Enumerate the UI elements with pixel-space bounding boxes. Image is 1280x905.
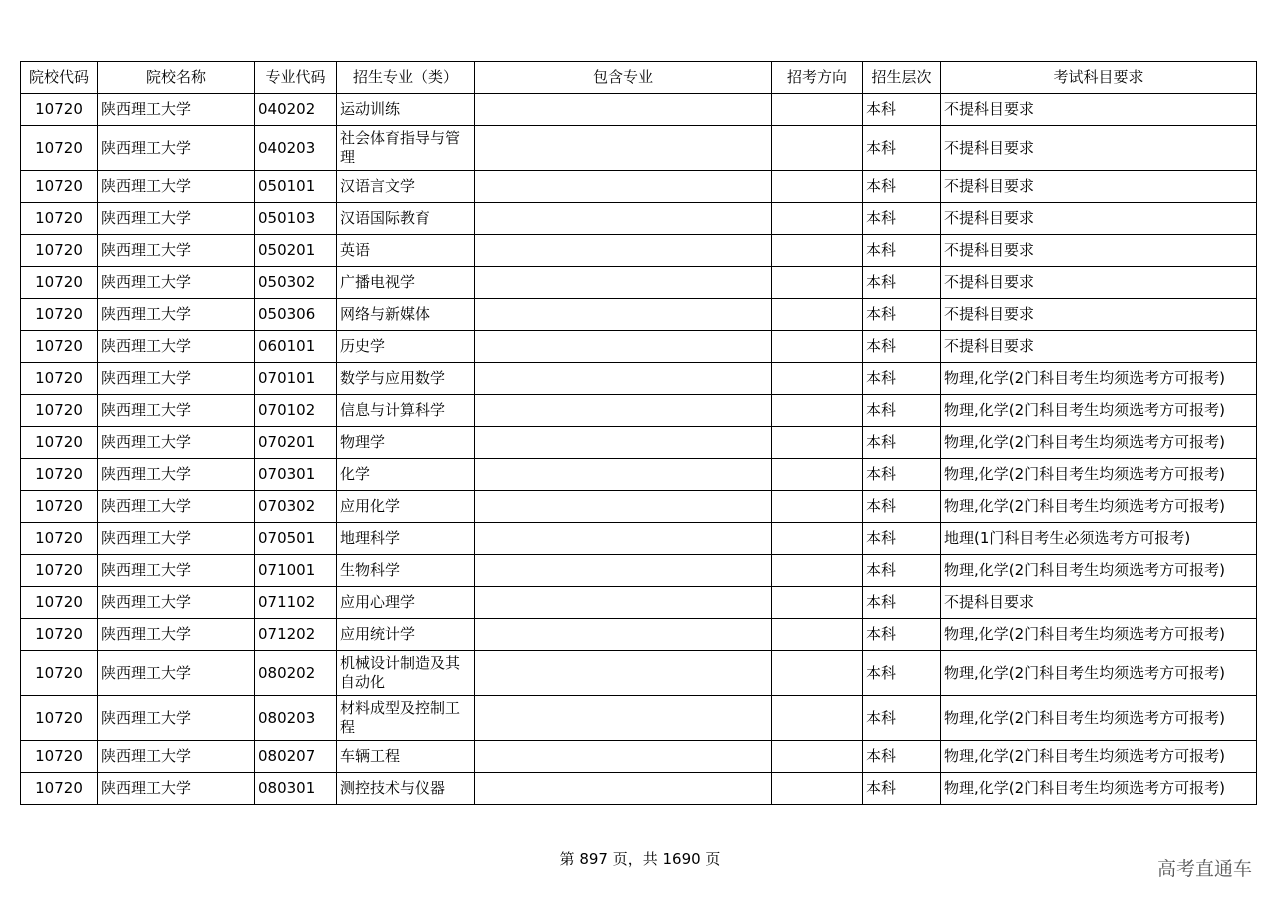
cell-direction bbox=[772, 331, 863, 363]
cell-major: 测控技术与仪器 bbox=[337, 773, 475, 805]
cell-major-code: 070301 bbox=[255, 459, 337, 491]
cell-requirement: 物理,化学(2门科目考生均须选考方可报考) bbox=[941, 619, 1257, 651]
cell-school-code: 10720 bbox=[21, 619, 98, 651]
cell-school-code: 10720 bbox=[21, 126, 98, 171]
cell-major: 汉语言文学 bbox=[337, 171, 475, 203]
cell-includes bbox=[475, 696, 772, 741]
cell-requirement: 物理,化学(2门科目考生均须选考方可报考) bbox=[941, 459, 1257, 491]
cell-requirement: 物理,化学(2门科目考生均须选考方可报考) bbox=[941, 491, 1257, 523]
cell-includes bbox=[475, 741, 772, 773]
cell-direction bbox=[772, 126, 863, 171]
cell-school-code: 10720 bbox=[21, 523, 98, 555]
cell-level: 本科 bbox=[863, 171, 941, 203]
table-row bbox=[21, 267, 1257, 299]
cell-major: 材料成型及控制工程 bbox=[337, 696, 475, 741]
table-row bbox=[21, 171, 1257, 203]
table-row bbox=[21, 203, 1257, 235]
cell-direction bbox=[772, 741, 863, 773]
cell-requirement: 不提科目要求 bbox=[941, 171, 1257, 203]
cell-level: 本科 bbox=[863, 491, 941, 523]
header-direction: 招考方向 bbox=[772, 62, 863, 94]
cell-requirement: 物理,化学(2门科目考生均须选考方可报考) bbox=[941, 651, 1257, 696]
cell-level: 本科 bbox=[863, 299, 941, 331]
cell-school-code: 10720 bbox=[21, 395, 98, 427]
cell-requirement: 不提科目要求 bbox=[941, 94, 1257, 126]
cell-requirement: 物理,化学(2门科目考生均须选考方可报考) bbox=[941, 773, 1257, 805]
cell-includes bbox=[475, 619, 772, 651]
cell-direction bbox=[772, 587, 863, 619]
cell-school-name: 陕西理工大学 bbox=[98, 331, 255, 363]
cell-direction bbox=[772, 523, 863, 555]
table-row bbox=[21, 427, 1257, 459]
cell-major: 物理学 bbox=[337, 427, 475, 459]
cell-requirement: 不提科目要求 bbox=[941, 299, 1257, 331]
admissions-table bbox=[20, 61, 1257, 805]
table-row bbox=[21, 491, 1257, 523]
cell-direction bbox=[772, 395, 863, 427]
cell-major-code: 070102 bbox=[255, 395, 337, 427]
cell-requirement: 物理,化学(2门科目考生均须选考方可报考) bbox=[941, 427, 1257, 459]
cell-school-code: 10720 bbox=[21, 203, 98, 235]
header-row bbox=[21, 62, 1257, 94]
cell-direction bbox=[772, 773, 863, 805]
cell-direction bbox=[772, 94, 863, 126]
cell-school-name: 陕西理工大学 bbox=[98, 741, 255, 773]
cell-level: 本科 bbox=[863, 331, 941, 363]
cell-school-name: 陕西理工大学 bbox=[98, 696, 255, 741]
cell-direction bbox=[772, 171, 863, 203]
cell-level: 本科 bbox=[863, 555, 941, 587]
cell-major: 英语 bbox=[337, 235, 475, 267]
cell-includes bbox=[475, 126, 772, 171]
cell-school-code: 10720 bbox=[21, 363, 98, 395]
cell-includes bbox=[475, 555, 772, 587]
cell-direction bbox=[772, 491, 863, 523]
cell-school-name: 陕西理工大学 bbox=[98, 126, 255, 171]
cell-major-code: 040202 bbox=[255, 94, 337, 126]
cell-school-code: 10720 bbox=[21, 267, 98, 299]
cell-school-name: 陕西理工大学 bbox=[98, 427, 255, 459]
cell-school-name: 陕西理工大学 bbox=[98, 491, 255, 523]
cell-requirement: 物理,化学(2门科目考生均须选考方可报考) bbox=[941, 741, 1257, 773]
cell-level: 本科 bbox=[863, 267, 941, 299]
cell-school-name: 陕西理工大学 bbox=[98, 773, 255, 805]
cell-includes bbox=[475, 395, 772, 427]
cell-major-code: 040203 bbox=[255, 126, 337, 171]
cell-level: 本科 bbox=[863, 523, 941, 555]
cell-major-code: 050101 bbox=[255, 171, 337, 203]
cell-direction bbox=[772, 619, 863, 651]
cell-major: 生物科学 bbox=[337, 555, 475, 587]
cell-major-code: 071102 bbox=[255, 587, 337, 619]
cell-major: 车辆工程 bbox=[337, 741, 475, 773]
cell-school-name: 陕西理工大学 bbox=[98, 523, 255, 555]
cell-school-name: 陕西理工大学 bbox=[98, 459, 255, 491]
cell-includes bbox=[475, 331, 772, 363]
cell-school-name: 陕西理工大学 bbox=[98, 587, 255, 619]
table-row bbox=[21, 741, 1257, 773]
cell-level: 本科 bbox=[863, 126, 941, 171]
cell-major-code: 080203 bbox=[255, 696, 337, 741]
cell-major: 广播电视学 bbox=[337, 267, 475, 299]
table-row bbox=[21, 235, 1257, 267]
cell-direction bbox=[772, 651, 863, 696]
cell-major-code: 070201 bbox=[255, 427, 337, 459]
cell-direction bbox=[772, 427, 863, 459]
cell-includes bbox=[475, 171, 772, 203]
cell-major-code: 071202 bbox=[255, 619, 337, 651]
cell-major: 社会体育指导与管理 bbox=[337, 126, 475, 171]
header-major-code: 专业代码 bbox=[255, 62, 337, 94]
cell-level: 本科 bbox=[863, 773, 941, 805]
cell-school-code: 10720 bbox=[21, 171, 98, 203]
cell-level: 本科 bbox=[863, 363, 941, 395]
cell-school-name: 陕西理工大学 bbox=[98, 395, 255, 427]
cell-level: 本科 bbox=[863, 741, 941, 773]
cell-school-code: 10720 bbox=[21, 773, 98, 805]
cell-major-code: 050302 bbox=[255, 267, 337, 299]
cell-school-name: 陕西理工大学 bbox=[98, 203, 255, 235]
table-row bbox=[21, 395, 1257, 427]
cell-school-code: 10720 bbox=[21, 94, 98, 126]
cell-direction bbox=[772, 235, 863, 267]
cell-school-name: 陕西理工大学 bbox=[98, 171, 255, 203]
cell-requirement: 物理,化学(2门科目考生均须选考方可报考) bbox=[941, 696, 1257, 741]
cell-requirement: 不提科目要求 bbox=[941, 331, 1257, 363]
page-number: 第 897 页，共 1690 页 bbox=[559, 850, 721, 868]
cell-school-name: 陕西理工大学 bbox=[98, 363, 255, 395]
cell-school-name: 陕西理工大学 bbox=[98, 651, 255, 696]
cell-major: 机械设计制造及其自动化 bbox=[337, 651, 475, 696]
cell-major: 化学 bbox=[337, 459, 475, 491]
header-includes: 包含专业 bbox=[475, 62, 772, 94]
cell-school-name: 陕西理工大学 bbox=[98, 555, 255, 587]
cell-level: 本科 bbox=[863, 395, 941, 427]
cell-direction bbox=[772, 363, 863, 395]
cell-level: 本科 bbox=[863, 94, 941, 126]
table-row bbox=[21, 651, 1257, 696]
cell-major: 汉语国际教育 bbox=[337, 203, 475, 235]
cell-level: 本科 bbox=[863, 651, 941, 696]
cell-school-code: 10720 bbox=[21, 459, 98, 491]
cell-school-code: 10720 bbox=[21, 696, 98, 741]
cell-major-code: 050306 bbox=[255, 299, 337, 331]
cell-requirement: 不提科目要求 bbox=[941, 126, 1257, 171]
table-row bbox=[21, 126, 1257, 171]
cell-includes bbox=[475, 235, 772, 267]
cell-requirement: 物理,化学(2门科目考生均须选考方可报考) bbox=[941, 363, 1257, 395]
table-row bbox=[21, 773, 1257, 805]
table-row bbox=[21, 555, 1257, 587]
cell-school-name: 陕西理工大学 bbox=[98, 267, 255, 299]
cell-major-code: 050103 bbox=[255, 203, 337, 235]
cell-major-code: 070101 bbox=[255, 363, 337, 395]
cell-includes bbox=[475, 491, 772, 523]
cell-school-code: 10720 bbox=[21, 235, 98, 267]
cell-direction bbox=[772, 696, 863, 741]
table-row bbox=[21, 363, 1257, 395]
cell-school-code: 10720 bbox=[21, 651, 98, 696]
table-row bbox=[21, 331, 1257, 363]
cell-school-code: 10720 bbox=[21, 587, 98, 619]
cell-requirement: 不提科目要求 bbox=[941, 235, 1257, 267]
cell-major-code: 050201 bbox=[255, 235, 337, 267]
cell-includes bbox=[475, 363, 772, 395]
cell-level: 本科 bbox=[863, 203, 941, 235]
cell-includes bbox=[475, 773, 772, 805]
cell-school-code: 10720 bbox=[21, 741, 98, 773]
cell-major: 数学与应用数学 bbox=[337, 363, 475, 395]
cell-school-name: 陕西理工大学 bbox=[98, 94, 255, 126]
cell-includes bbox=[475, 267, 772, 299]
cell-requirement: 物理,化学(2门科目考生均须选考方可报考) bbox=[941, 555, 1257, 587]
cell-includes bbox=[475, 523, 772, 555]
header-school-name: 院校名称 bbox=[98, 62, 255, 94]
cell-level: 本科 bbox=[863, 587, 941, 619]
cell-school-code: 10720 bbox=[21, 555, 98, 587]
header-requirement: 考试科目要求 bbox=[941, 62, 1257, 94]
cell-level: 本科 bbox=[863, 696, 941, 741]
table-row bbox=[21, 94, 1257, 126]
cell-major-code: 080301 bbox=[255, 773, 337, 805]
cell-includes bbox=[475, 94, 772, 126]
cell-level: 本科 bbox=[863, 459, 941, 491]
cell-major: 运动训练 bbox=[337, 94, 475, 126]
cell-school-code: 10720 bbox=[21, 331, 98, 363]
cell-requirement: 不提科目要求 bbox=[941, 267, 1257, 299]
cell-includes bbox=[475, 203, 772, 235]
cell-direction bbox=[772, 203, 863, 235]
cell-direction bbox=[772, 555, 863, 587]
cell-level: 本科 bbox=[863, 235, 941, 267]
cell-major: 应用心理学 bbox=[337, 587, 475, 619]
cell-major: 应用化学 bbox=[337, 491, 475, 523]
cell-includes bbox=[475, 459, 772, 491]
header-major: 招生专业（类） bbox=[337, 62, 475, 94]
cell-requirement: 物理,化学(2门科目考生均须选考方可报考) bbox=[941, 395, 1257, 427]
cell-includes bbox=[475, 587, 772, 619]
header-level: 招生层次 bbox=[863, 62, 941, 94]
cell-includes bbox=[475, 299, 772, 331]
cell-major-code: 070302 bbox=[255, 491, 337, 523]
cell-school-code: 10720 bbox=[21, 299, 98, 331]
cell-direction bbox=[772, 299, 863, 331]
cell-requirement: 不提科目要求 bbox=[941, 587, 1257, 619]
cell-school-code: 10720 bbox=[21, 491, 98, 523]
cell-major: 地理科学 bbox=[337, 523, 475, 555]
cell-requirement: 地理(1门科目考生必须选考方可报考) bbox=[941, 523, 1257, 555]
table-row bbox=[21, 587, 1257, 619]
cell-major: 网络与新媒体 bbox=[337, 299, 475, 331]
cell-school-name: 陕西理工大学 bbox=[98, 235, 255, 267]
table-row bbox=[21, 459, 1257, 491]
table-row bbox=[21, 696, 1257, 741]
cell-school-name: 陕西理工大学 bbox=[98, 619, 255, 651]
cell-includes bbox=[475, 651, 772, 696]
cell-direction bbox=[772, 267, 863, 299]
cell-direction bbox=[772, 459, 863, 491]
cell-level: 本科 bbox=[863, 427, 941, 459]
cell-major-code: 070501 bbox=[255, 523, 337, 555]
cell-level: 本科 bbox=[863, 619, 941, 651]
cell-school-code: 10720 bbox=[21, 427, 98, 459]
table-row bbox=[21, 619, 1257, 651]
cell-major-code: 080202 bbox=[255, 651, 337, 696]
cell-major-code: 080207 bbox=[255, 741, 337, 773]
cell-major-code: 071001 bbox=[255, 555, 337, 587]
cell-major: 应用统计学 bbox=[337, 619, 475, 651]
header-school-code: 院校代码 bbox=[21, 62, 98, 94]
watermark-logo: 高考直通车 bbox=[1156, 858, 1252, 880]
cell-requirement: 不提科目要求 bbox=[941, 203, 1257, 235]
table-row bbox=[21, 299, 1257, 331]
cell-includes bbox=[475, 427, 772, 459]
cell-school-name: 陕西理工大学 bbox=[98, 299, 255, 331]
cell-major: 历史学 bbox=[337, 331, 475, 363]
cell-major: 信息与计算科学 bbox=[337, 395, 475, 427]
cell-major-code: 060101 bbox=[255, 331, 337, 363]
table-row bbox=[21, 523, 1257, 555]
